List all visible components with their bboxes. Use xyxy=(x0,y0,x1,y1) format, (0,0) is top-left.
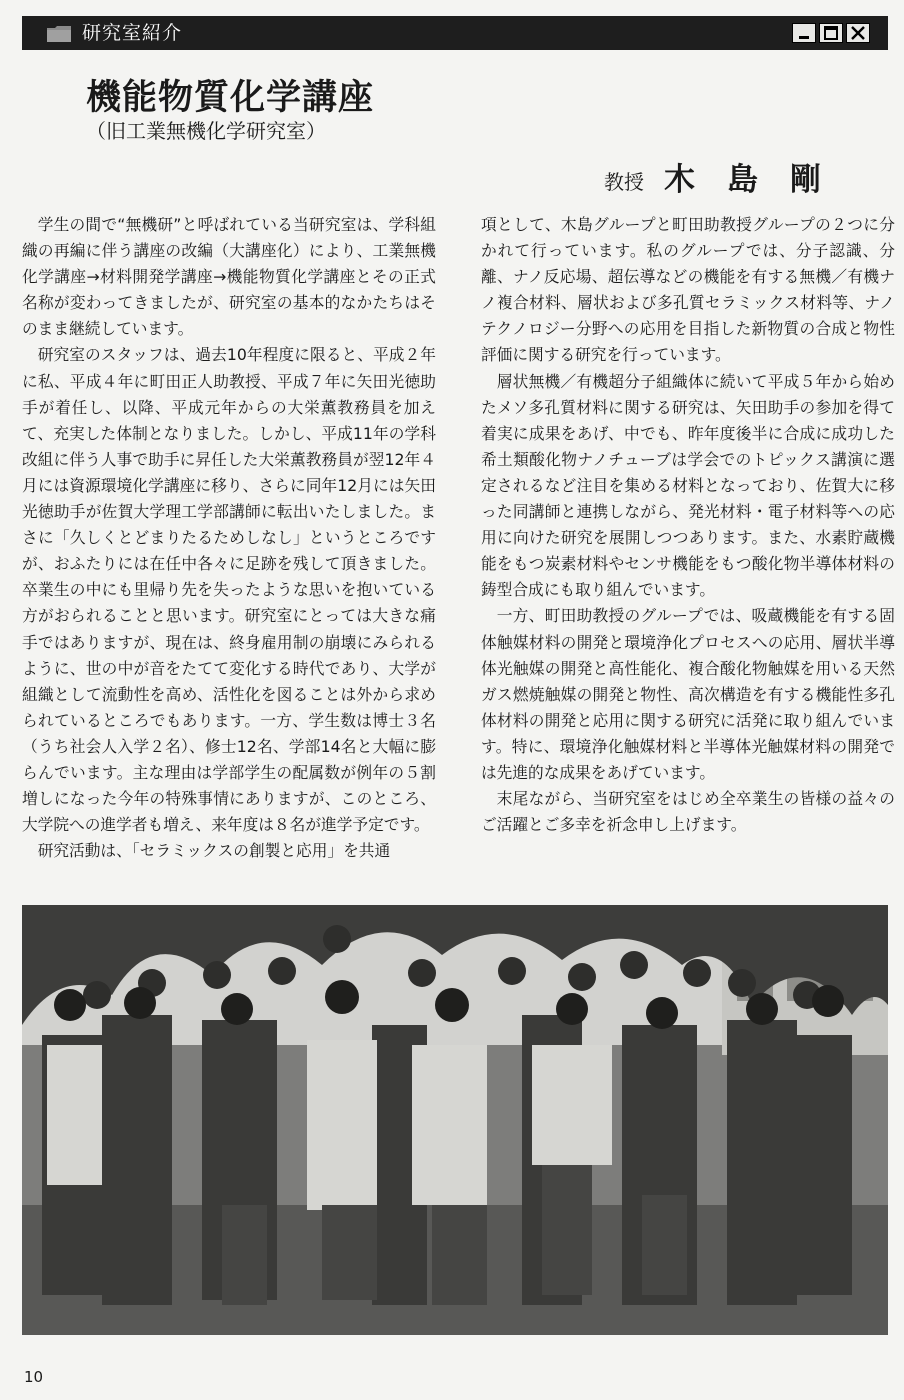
body-paragraph: 学生の間で“無機研”と呼ばれている当研究室は、学科組織の再編に伴う講座の改編（大講座化）により、工業無機化学講座→材料開発学講座→機能物質化学講座とその正式名称が変わってきましたが、研究室の基本的なかたちはそのまま継続しています。 xyxy=(22,215,436,339)
body-paragraph: 層状無機／有機超分子組織体に続いて平成５年から始めたメソ多孔質材料に関する研究は、矢田助手の参加を得て着実に成果をあげ、中でも、昨年度後半に合成に成功した希土類酸化物ナノチューブは学会でのトピックス講演に選定されるなど注目を集める材料となっており、佐賀大に移った同講師と連携しながら、発光材料・電子材料等への応用に向けた研究を展開しつつあります。また、水素貯蔵機能をもつ炭素材料やセンサ機能をもつ酸化物半導体材料の鋳型合成にも取り組んでいます。 xyxy=(481,371,895,600)
body-paragraph: 項として、木島グループと町田助教授グループの２つに分かれて行っています。私のグループでは、分子認識、分離、ナノ反応場、超伝導などの機能を有する無機／有機ナノ複合材料、層状および多孔質セラミックス材料等、ナノテクノロジー分野への応用を目指した新物質の合成と物性評価に関する研究を行っています。 xyxy=(481,215,895,365)
page-number: 10 xyxy=(24,1368,44,1386)
maximize-button[interactable] xyxy=(819,23,843,43)
minimize-icon xyxy=(793,24,815,42)
section-label: 研究室紹介 xyxy=(82,22,183,44)
author-name: 木島剛 xyxy=(664,162,853,198)
article-column-left xyxy=(22,212,436,864)
article-subtitle: （旧工業無機化学研究室） xyxy=(86,119,326,143)
author-role: 教授 xyxy=(604,170,644,194)
body-paragraph: 研究活動は、「セラミックスの創製と応用」を共通 xyxy=(37,841,391,861)
minimize-button[interactable] xyxy=(792,23,816,43)
folder-icon xyxy=(46,25,72,43)
body-paragraph: 研究室のスタッフは、過去10年程度に限ると、平成２年に私、平成４年に町田正人助教授、平成７年に矢田光徳助手が着任し、以降、平成元年からの大栄薫教務員を加えて、充実した体制となりました。しかし、平成11年の学科改組に伴う人事で助手に昇任した大栄薫教務員が翌12年４月には資源環境化学講座に移り、さらに同年12月には矢田光徳助手が佐賀大学理工学部講師に転出いたしました。まさに「久しくとどまりたるためしなし」というところですが、おふたりには在任中各々に足跡を残して頂きました。卒業生の中にも里帰り先を失ったような思いを抱いている方がおられることと思います。研究室にとっては大きな痛手ではありますが、現在は、終身雇用制の崩壊にみられるように、世の中が音をたてて変化する時代であり、大学が組織として流動性を高め、活性化を図ることは外から求められているところでもあります。一方、学生数は博士３名（うち社会人入学２名）、修士12名、学部14名と大幅に膨らんでいます。主な理由は学部学生の配属数が例年の５割増しになった今年の特殊事情にありますが、このところ、大学院への進学者も増え、来年度は８名が進学予定です。 xyxy=(22,345,436,835)
maximize-icon xyxy=(820,24,842,42)
article-title: 機能物質化学講座 xyxy=(86,78,375,118)
group-photo xyxy=(22,905,888,1335)
group-photo-illustration xyxy=(22,905,888,1335)
article-column-right xyxy=(481,212,895,838)
body-paragraph: 末尾ながら、当研究室をはじめ全卒業生の皆様の益々のご活躍とご多幸を祈念申し上げます。 xyxy=(481,789,895,835)
section-titlebar xyxy=(22,16,888,50)
window-controls xyxy=(792,23,870,43)
close-button[interactable] xyxy=(846,23,870,43)
body-paragraph: 一方、町田助教授のグループでは、吸蔵機能を有する固体触媒材料の開発と環境浄化プロセスへの応用、層状半導体光触媒の開発と高性能化、複合酸化物触媒を用いる天然ガス燃焼触媒の開発と物性、高次構造を有する機能性多孔体材料の開発と応用に関する研究に活発に取り組んでいます。特に、環境浄化触媒材料と半導体光触媒材料の開発では先進的な成果をあげています。 xyxy=(481,606,895,782)
close-icon xyxy=(847,24,869,42)
